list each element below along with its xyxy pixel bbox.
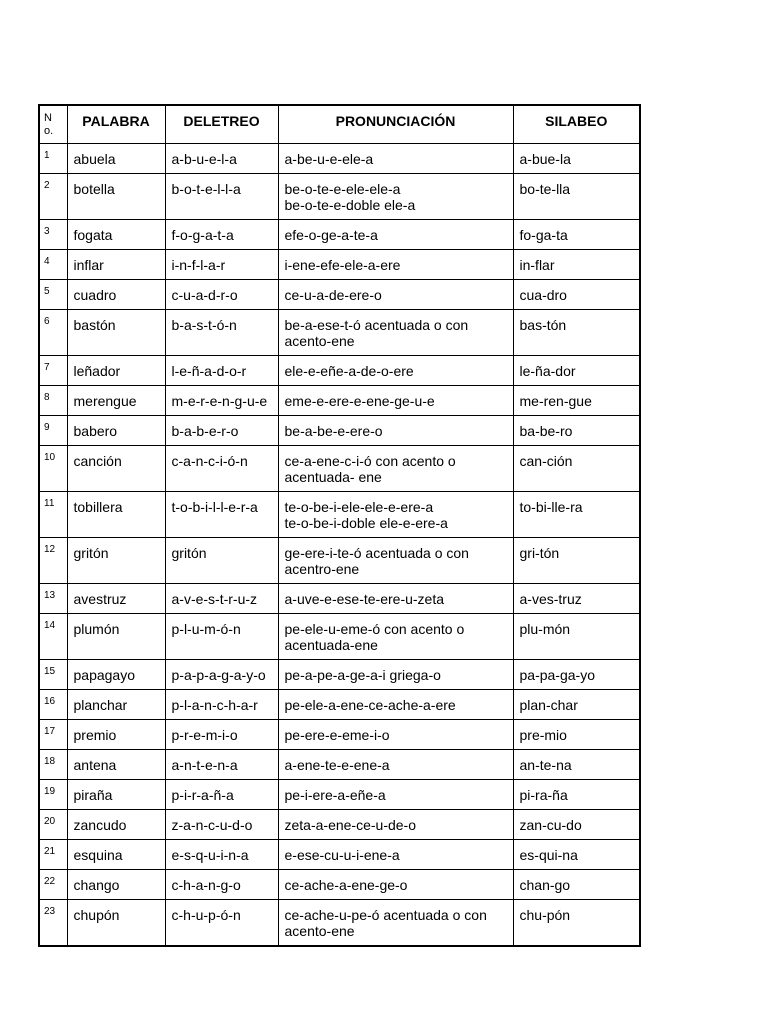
- cell-silabeo: pi-ra-ña: [513, 779, 640, 809]
- cell-number: 21: [39, 839, 67, 869]
- table-body: [39, 143, 640, 946]
- table-row: [39, 779, 640, 809]
- cell-pronunciacion: a-be-u-e-ele-a: [278, 143, 513, 173]
- cell-deletreo: c-h-u-p-ó-n: [165, 899, 278, 946]
- cell-number: 17: [39, 719, 67, 749]
- table-row: [39, 355, 640, 385]
- cell-deletreo: p-l-a-n-c-h-a-r: [165, 689, 278, 719]
- cell-pronunciacion: be-o-te-e-ele-ele-a be-o-te-e-doble ele-a: [278, 173, 513, 219]
- table-row: [39, 899, 640, 946]
- cell-silabeo: zan-cu-do: [513, 809, 640, 839]
- cell-pronunciacion: pe-ele-a-ene-ce-ache-a-ere: [278, 689, 513, 719]
- cell-pronunciacion: ele-e-eñe-a-de-o-ere: [278, 355, 513, 385]
- cell-silabeo: es-qui-na: [513, 839, 640, 869]
- cell-palabra: avestruz: [67, 583, 165, 613]
- cell-silabeo: in-flar: [513, 249, 640, 279]
- cell-palabra: esquina: [67, 839, 165, 869]
- cell-silabeo: me-ren-gue: [513, 385, 640, 415]
- cell-palabra: canción: [67, 445, 165, 491]
- cell-silabeo: bo-te-lla: [513, 173, 640, 219]
- cell-number: 13: [39, 583, 67, 613]
- cell-pronunciacion: eme-e-ere-e-ene-ge-u-e: [278, 385, 513, 415]
- cell-deletreo: c-a-n-c-i-ó-n: [165, 445, 278, 491]
- table-row: [39, 689, 640, 719]
- cell-deletreo: l-e-ñ-a-d-o-r: [165, 355, 278, 385]
- table-row: [39, 385, 640, 415]
- cell-palabra: planchar: [67, 689, 165, 719]
- cell-number: 10: [39, 445, 67, 491]
- cell-pronunciacion: pe-ere-e-eme-i-o: [278, 719, 513, 749]
- table-row: [39, 583, 640, 613]
- cell-deletreo: a-n-t-e-n-a: [165, 749, 278, 779]
- cell-palabra: botella: [67, 173, 165, 219]
- cell-palabra: gritón: [67, 537, 165, 583]
- cell-pronunciacion: ce-u-a-de-ere-o: [278, 279, 513, 309]
- cell-number: 6: [39, 309, 67, 355]
- cell-silabeo: chu-pón: [513, 899, 640, 946]
- cell-deletreo: p-r-e-m-i-o: [165, 719, 278, 749]
- cell-palabra: tobillera: [67, 491, 165, 537]
- cell-silabeo: le-ña-dor: [513, 355, 640, 385]
- cell-deletreo: f-o-g-a-t-a: [165, 219, 278, 249]
- cell-number: 8: [39, 385, 67, 415]
- cell-pronunciacion: be-a-be-e-ere-o: [278, 415, 513, 445]
- cell-deletreo: m-e-r-e-n-g-u-e: [165, 385, 278, 415]
- cell-silabeo: an-te-na: [513, 749, 640, 779]
- cell-silabeo: can-ción: [513, 445, 640, 491]
- spelling-table: [38, 104, 641, 947]
- cell-silabeo: to-bi-lle-ra: [513, 491, 640, 537]
- cell-number: 3: [39, 219, 67, 249]
- table-row: [39, 869, 640, 899]
- cell-number: 7: [39, 355, 67, 385]
- cell-number: 9: [39, 415, 67, 445]
- cell-deletreo: i-n-f-l-a-r: [165, 249, 278, 279]
- cell-silabeo: pa-pa-ga-yo: [513, 659, 640, 689]
- cell-palabra: leñador: [67, 355, 165, 385]
- cell-number: 16: [39, 689, 67, 719]
- table-header-row: [39, 105, 640, 143]
- table-row: [39, 219, 640, 249]
- header-silabeo: SILABEO: [513, 105, 640, 143]
- cell-silabeo: fo-ga-ta: [513, 219, 640, 249]
- cell-deletreo: a-v-e-s-t-r-u-z: [165, 583, 278, 613]
- cell-number: 1: [39, 143, 67, 173]
- cell-palabra: zancudo: [67, 809, 165, 839]
- cell-pronunciacion: e-ese-cu-u-i-ene-a: [278, 839, 513, 869]
- cell-pronunciacion: te-o-be-i-ele-ele-e-ere-a te-o-be-i-doble ele-e-ere-a: [278, 491, 513, 537]
- cell-pronunciacion: ge-ere-i-te-ó acentuada o con acentro-ene: [278, 537, 513, 583]
- cell-number: 11: [39, 491, 67, 537]
- table-row: [39, 491, 640, 537]
- cell-deletreo: b-a-b-e-r-o: [165, 415, 278, 445]
- cell-deletreo: b-o-t-e-l-l-a: [165, 173, 278, 219]
- table-row: [39, 613, 640, 659]
- cell-silabeo: plan-char: [513, 689, 640, 719]
- cell-silabeo: a-ves-truz: [513, 583, 640, 613]
- header-number: N o.: [39, 105, 67, 143]
- cell-number: 12: [39, 537, 67, 583]
- cell-palabra: fogata: [67, 219, 165, 249]
- table-row: [39, 173, 640, 219]
- cell-pronunciacion: be-a-ese-t-ó acentuada o con acento-ene: [278, 309, 513, 355]
- table-row: [39, 719, 640, 749]
- cell-palabra: piraña: [67, 779, 165, 809]
- cell-pronunciacion: ce-a-ene-c-i-ó con acento o acentuada- ene: [278, 445, 513, 491]
- cell-palabra: plumón: [67, 613, 165, 659]
- cell-number: 5: [39, 279, 67, 309]
- table-row: [39, 445, 640, 491]
- cell-silabeo: chan-go: [513, 869, 640, 899]
- cell-pronunciacion: efe-o-ge-a-te-a: [278, 219, 513, 249]
- cell-palabra: bastón: [67, 309, 165, 355]
- cell-deletreo: gritón: [165, 537, 278, 583]
- cell-pronunciacion: pe-ele-u-eme-ó con acento o acentuada-ene: [278, 613, 513, 659]
- cell-palabra: cuadro: [67, 279, 165, 309]
- cell-silabeo: gri-tón: [513, 537, 640, 583]
- table-row: [39, 309, 640, 355]
- cell-pronunciacion: ce-ache-u-pe-ó acentuada o con acento-ene: [278, 899, 513, 946]
- cell-palabra: merengue: [67, 385, 165, 415]
- cell-silabeo: bas-tón: [513, 309, 640, 355]
- cell-number: 19: [39, 779, 67, 809]
- header-palabra: PALABRA: [67, 105, 165, 143]
- cell-deletreo: z-a-n-c-u-d-o: [165, 809, 278, 839]
- cell-palabra: abuela: [67, 143, 165, 173]
- cell-palabra: babero: [67, 415, 165, 445]
- cell-deletreo: c-h-a-n-g-o: [165, 869, 278, 899]
- cell-deletreo: c-u-a-d-r-o: [165, 279, 278, 309]
- cell-deletreo: p-a-p-a-g-a-y-o: [165, 659, 278, 689]
- cell-silabeo: plu-món: [513, 613, 640, 659]
- cell-deletreo: p-i-r-a-ñ-a: [165, 779, 278, 809]
- cell-pronunciacion: a-ene-te-e-ene-a: [278, 749, 513, 779]
- table-row: [39, 143, 640, 173]
- cell-pronunciacion: pe-i-ere-a-eñe-a: [278, 779, 513, 809]
- header-pronunciacion: PRONUNCIACIÓN: [278, 105, 513, 143]
- cell-number: 20: [39, 809, 67, 839]
- cell-deletreo: a-b-u-e-l-a: [165, 143, 278, 173]
- cell-pronunciacion: zeta-a-ene-ce-u-de-o: [278, 809, 513, 839]
- table-row: [39, 659, 640, 689]
- header-deletreo: DELETREO: [165, 105, 278, 143]
- cell-number: 2: [39, 173, 67, 219]
- cell-number: 22: [39, 869, 67, 899]
- cell-number: 14: [39, 613, 67, 659]
- table-row: [39, 839, 640, 869]
- table-row: [39, 415, 640, 445]
- cell-pronunciacion: i-ene-efe-ele-a-ere: [278, 249, 513, 279]
- cell-number: 15: [39, 659, 67, 689]
- cell-palabra: papagayo: [67, 659, 165, 689]
- table-row: [39, 749, 640, 779]
- cell-palabra: antena: [67, 749, 165, 779]
- cell-number: 23: [39, 899, 67, 946]
- table-row: [39, 249, 640, 279]
- cell-palabra: premio: [67, 719, 165, 749]
- cell-deletreo: e-s-q-u-i-n-a: [165, 839, 278, 869]
- cell-silabeo: pre-mio: [513, 719, 640, 749]
- cell-deletreo: b-a-s-t-ó-n: [165, 309, 278, 355]
- table-row: [39, 537, 640, 583]
- cell-palabra: inflar: [67, 249, 165, 279]
- cell-silabeo: ba-be-ro: [513, 415, 640, 445]
- cell-pronunciacion: pe-a-pe-a-ge-a-i griega-o: [278, 659, 513, 689]
- cell-palabra: chango: [67, 869, 165, 899]
- cell-silabeo: a-bue-la: [513, 143, 640, 173]
- cell-deletreo: p-l-u-m-ó-n: [165, 613, 278, 659]
- cell-palabra: chupón: [67, 899, 165, 946]
- table-row: [39, 279, 640, 309]
- cell-number: 4: [39, 249, 67, 279]
- cell-number: 18: [39, 749, 67, 779]
- cell-silabeo: cua-dro: [513, 279, 640, 309]
- table-row: [39, 809, 640, 839]
- cell-deletreo: t-o-b-i-l-l-e-r-a: [165, 491, 278, 537]
- cell-pronunciacion: ce-ache-a-ene-ge-o: [278, 869, 513, 899]
- cell-pronunciacion: a-uve-e-ese-te-ere-u-zeta: [278, 583, 513, 613]
